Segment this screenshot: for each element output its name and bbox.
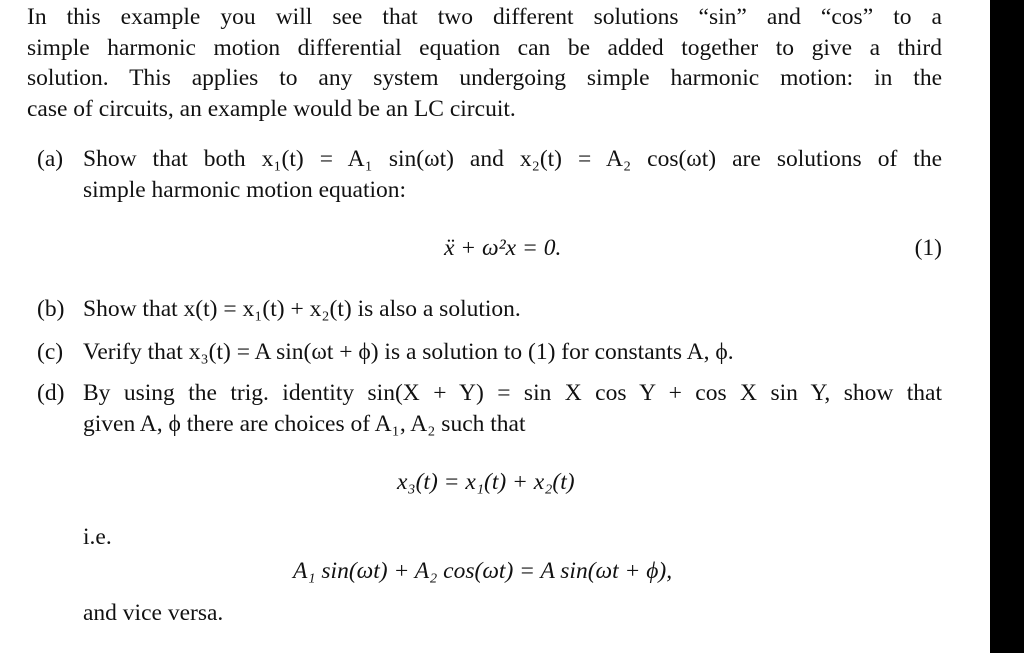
- part-a: [37, 144, 942, 206]
- part-c-text: Verify that x₃(t) = A sin(ωt + ϕ) is a solution to (1) for constants A, ϕ.: [83, 339, 734, 365]
- part-b: [37, 294, 942, 325]
- part-a-label: (a): [37, 146, 64, 172]
- vice-versa-text: and vice versa.: [83, 600, 224, 626]
- intro-line-3: solution. This applies to any system undergoing simple harmonic motion: in the: [27, 65, 942, 91]
- intro-line-4: case of circuits, an example would be an LC circuit.: [27, 95, 516, 122]
- equation-1-number: (1): [914, 235, 942, 261]
- equation-1: ẍ + ω²x = 0.: [444, 235, 562, 261]
- part-c: [37, 337, 942, 368]
- screen-edge-bar: [990, 0, 1024, 653]
- intro-line-1: In this example you will see that two different solutions “sin” and “cos” to a: [27, 4, 942, 30]
- part-d-line-2: given A, ϕ there are choices of A₁, A₂ such that: [83, 411, 526, 437]
- part-c-label: (c): [37, 339, 64, 365]
- part-d: [37, 378, 942, 440]
- part-b-text: Show that x(t) = x₁(t) + x₂(t) is also a solution.: [83, 296, 521, 322]
- intro-line-2: simple harmonic motion differential equation can be added together to give a third: [27, 34, 942, 61]
- equation-2: x₃(t) = x₁(t) + x₂(t): [397, 469, 575, 495]
- part-d-label: (d): [37, 380, 65, 406]
- intro-paragraph: [27, 2, 942, 124]
- part-d-line-1: By using the trig. identity sin(X + Y) = sin X cos Y + cos X sin Y, show that: [83, 380, 942, 406]
- part-a-line-2: simple harmonic motion equation:: [83, 177, 407, 203]
- equation-3: A₁ sin(ωt) + A₂ cos(ωt) = A sin(ωt + ϕ),: [293, 558, 673, 584]
- part-b-label: (b): [37, 296, 65, 322]
- part-a-line-1: Show that both x₁(t) = A₁ sin(ωt) and x₂(t) = A₂ cos(ωt) are solutions of the: [83, 146, 942, 172]
- ie-text: i.e.: [83, 524, 112, 550]
